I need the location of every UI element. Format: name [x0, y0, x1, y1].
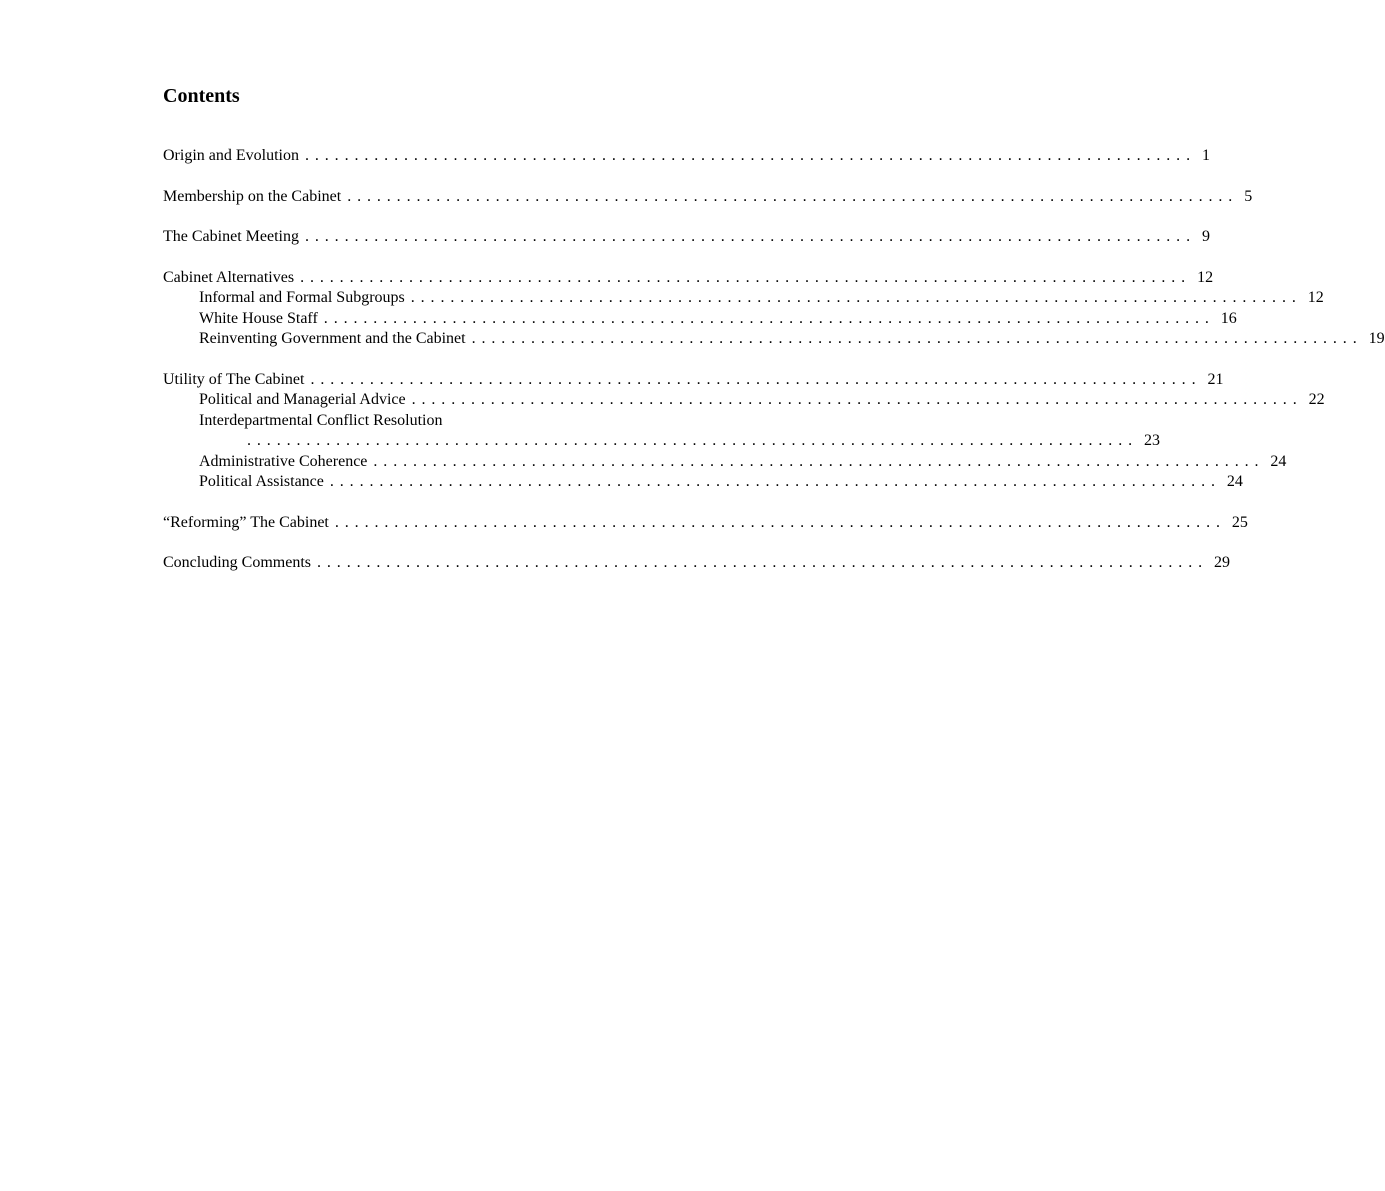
toc-subentry[interactable]: [163, 452, 1287, 473]
dot-leader: ..........................................................................................: [304, 147, 1196, 164]
dot-leader: ..........................................................................................: [247, 432, 1138, 449]
dot-leader: ..........................................................................................: [411, 391, 1303, 408]
toc-entry-label: Concluding Comments: [163, 554, 311, 571]
dot-leader: ..........................................................................................: [347, 187, 1239, 205]
toc-entry[interactable]: [163, 227, 1210, 248]
toc-entry-label: Interdepartmental Conflict Resolution: [199, 411, 443, 429]
dot-leader: ..........................................................................................: [471, 330, 1363, 347]
toc-entry[interactable]: [163, 513, 1248, 534]
toc-subentry-continuation[interactable]: [163, 431, 1160, 452]
toc-entry-label: The Cabinet Meeting: [163, 228, 299, 245]
dot-leader: ..........................................................................................: [310, 370, 1202, 388]
toc-entry-page: 23: [1144, 432, 1160, 449]
toc-entry-label: Membership on the Cabinet: [163, 187, 342, 205]
toc-entry-page: 24: [1270, 452, 1287, 470]
toc-entry-page: 21: [1207, 370, 1224, 388]
toc-entry-label: Administrative Coherence: [199, 452, 368, 470]
toc-entry-page: 5: [1244, 187, 1253, 205]
toc-entry[interactable]: [163, 187, 1253, 208]
toc-entry-page: 22: [1308, 391, 1325, 408]
toc-subentry[interactable]: [163, 309, 1237, 330]
dot-leader: ..........................................................................................: [373, 452, 1265, 470]
toc-entry-label: Political Assistance: [199, 473, 324, 490]
toc-entry[interactable]: [163, 268, 1214, 289]
toc-subentry[interactable]: [163, 329, 1385, 350]
toc-entry-label: White House Staff: [199, 309, 318, 327]
toc-entry-label: “Reforming” The Cabinet: [163, 513, 329, 531]
toc-entry-label: Cabinet Alternatives: [163, 268, 295, 286]
table-of-contents: [163, 146, 1385, 574]
dot-leader: ..........................................................................................: [334, 513, 1226, 531]
dot-leader: ..........................................................................................: [329, 473, 1221, 490]
dot-leader: ..........................................................................................: [323, 309, 1215, 327]
toc-entry-page: 29: [1214, 554, 1230, 571]
toc-entry-label: Reinventing Government and the Cabinet: [199, 330, 466, 347]
toc-subentry[interactable]: [163, 288, 1324, 309]
toc-entry-label: Utility of The Cabinet: [163, 370, 305, 388]
dot-leader: ..........................................................................................: [300, 268, 1192, 286]
toc-entry-label: Informal and Formal Subgroups: [199, 289, 405, 306]
dot-leader: ..........................................................................................: [410, 289, 1302, 306]
toc-entry-page: 1: [1201, 147, 1210, 164]
toc-entry-page: 9: [1201, 228, 1210, 245]
toc-entry-page: 19: [1368, 330, 1385, 347]
toc-entry-page: 24: [1226, 473, 1243, 490]
toc-entry-label: Political and Managerial Advice: [199, 391, 406, 408]
toc-entry[interactable]: [163, 146, 1210, 167]
toc-subentry[interactable]: [163, 411, 759, 432]
toc-entry-page: 12: [1307, 289, 1324, 306]
toc-entry-page: 25: [1231, 513, 1248, 531]
toc-subentry[interactable]: [163, 472, 1243, 493]
toc-entry[interactable]: [163, 370, 1224, 391]
toc-entry-label: Origin and Evolution: [163, 147, 299, 164]
toc-subentry[interactable]: [163, 390, 1325, 411]
dot-leader: ..........................................................................................: [317, 554, 1208, 571]
toc-entry[interactable]: [163, 553, 1230, 574]
toc-entry-page: 12: [1197, 268, 1214, 286]
dot-leader: ..........................................................................................: [304, 228, 1196, 245]
contents-title: Contents: [163, 85, 240, 107]
toc-entry-page: 16: [1220, 309, 1237, 327]
